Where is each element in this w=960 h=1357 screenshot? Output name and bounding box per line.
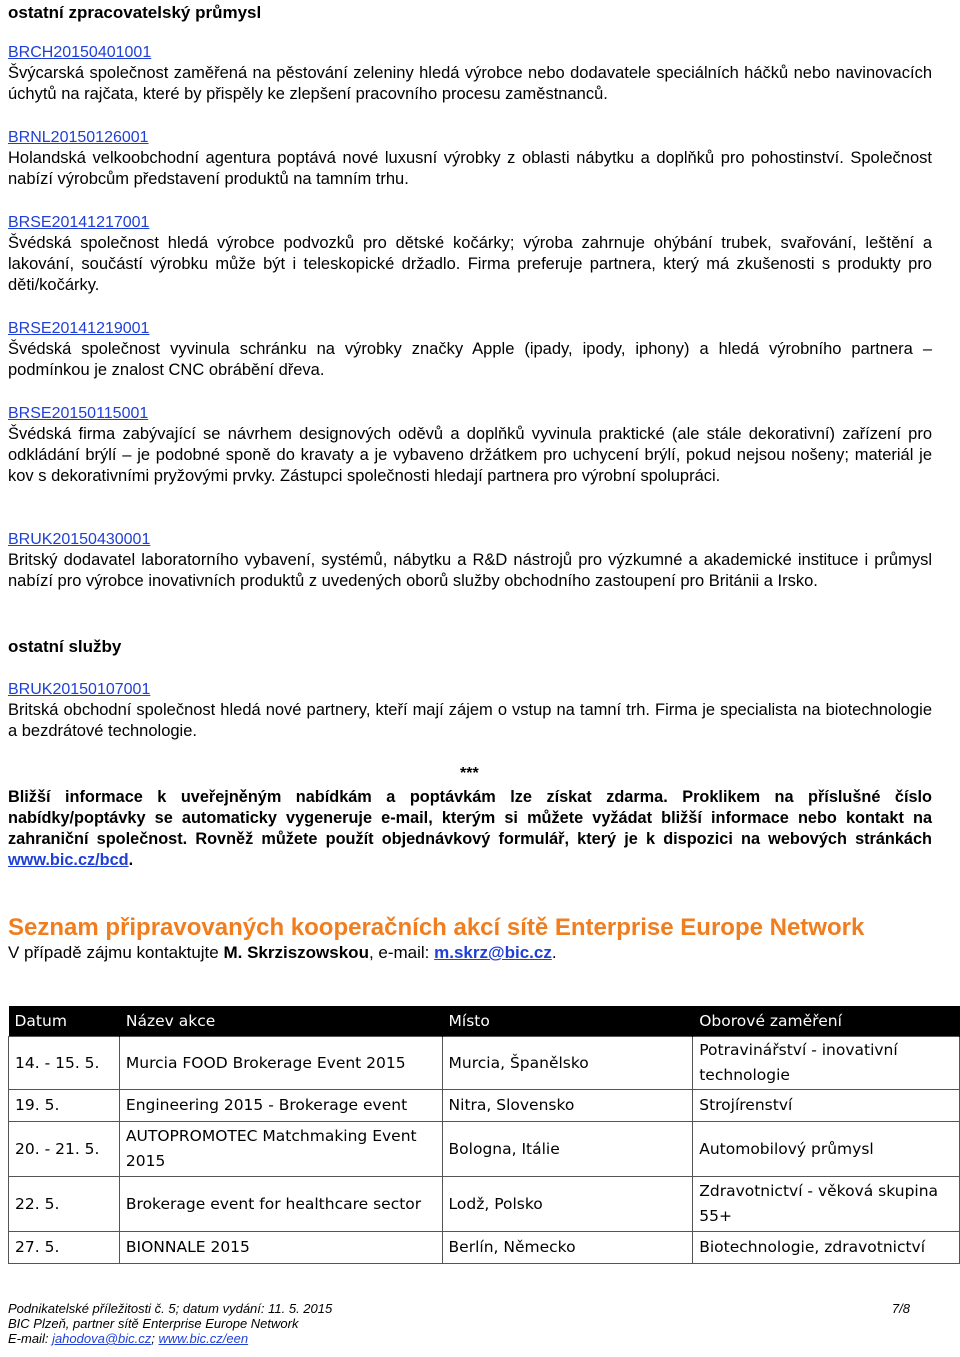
cell-name: AUTOPROMOTEC Matchmaking Event 2015 bbox=[119, 1122, 442, 1177]
cell-field: Potravinářství - inovativní technologie bbox=[693, 1037, 960, 1090]
cell-date: 27. 5. bbox=[9, 1232, 120, 1264]
events-table bbox=[8, 1006, 960, 1264]
section-title-manufacturing: ostatní zpracovatelský průmysl bbox=[8, 3, 262, 22]
cell-field: Biotechnologie, zdravotnictví bbox=[693, 1232, 960, 1264]
cell-date: 22. 5. bbox=[9, 1177, 120, 1232]
footer-email-label: E-mail: bbox=[8, 1331, 53, 1346]
footer-web-link[interactable]: www.bic.cz/een bbox=[158, 1331, 249, 1346]
info-paragraph bbox=[8, 787, 932, 871]
cell-name: Engineering 2015 - Brokerage event bbox=[119, 1090, 442, 1122]
info-text: Bližší informace k uveřejněným nabídkám a poptávkám lze získat zdarma. Proklikem na příslušné číslo nabídky/poptávky se automaticky vygeneruje e-mail, kterým si můžete vyžádat bližší informace nebo kontakt na zahraniční společnost. Rovněž můžete použít objednávkový formulář, který je k dispozici na webových stránkách bbox=[8, 788, 932, 848]
offer-description: Britský dodavatel laboratorního vybavení, systémů, nábytku a R&D nástrojů pro výzkumné a akademické instituce i průmysl nabízí pro výrobce inovativních produktů z uvedených oborů služby obchodního zastoupení pro Británii a Irsko. bbox=[8, 551, 932, 590]
contact-prefix: V případě zájmu kontaktujte bbox=[8, 943, 224, 962]
contact-end: . bbox=[551, 943, 557, 962]
offer-description: Švýcarská společnost zaměřená na pěstování zeleniny hledá výrobce nebo dodavatele speciálních háčků nebo navinovacích úchytů na rajčata, které by přispěly ke zlepšení pracovního procesu zaměstnanců. bbox=[8, 64, 932, 103]
offer-item bbox=[8, 403, 932, 487]
footer-partner: BIC Plzeň, partner sítě Enterprise Europe Network bbox=[8, 1316, 299, 1331]
table-row bbox=[9, 1122, 960, 1177]
offer-description: Švédská společnost hledá výrobce podvozků pro dětské kočárky; výroba zahrnuje ohýbání trubek, svařování, leštění a lakování, součástí výrobku může být i teleskopické držadlo. Firma preferuje partnera, který má zkušenosti s produkty pro děti/kočárky. bbox=[8, 234, 932, 294]
events-heading: Seznam připravovaných kooperačních akcí sítě Enterprise Europe Network bbox=[8, 914, 865, 941]
offer-item bbox=[8, 529, 932, 592]
table-row bbox=[9, 1177, 960, 1232]
contact-mid: , e-mail: bbox=[368, 943, 435, 962]
cell-place: Lodž, Polsko bbox=[442, 1177, 693, 1232]
table-row bbox=[9, 1232, 960, 1264]
cell-name: BIONNALE 2015 bbox=[119, 1232, 442, 1264]
cell-place: Berlín, Německo bbox=[442, 1232, 693, 1264]
offer-code-link[interactable]: BRUK20150430001 bbox=[8, 531, 151, 548]
cell-place: Murcia, Španělsko bbox=[442, 1037, 693, 1090]
cell-place: Bologna, Itálie bbox=[442, 1122, 693, 1177]
offer-item bbox=[8, 42, 932, 105]
offer-code-link[interactable]: BRUK20150107001 bbox=[8, 681, 151, 698]
offer-item bbox=[8, 679, 932, 742]
cell-place: Nitra, Slovensko bbox=[442, 1090, 693, 1122]
footer-separator: ; bbox=[151, 1331, 159, 1346]
cell-field: Zdravotnictví - věková skupina 55+ bbox=[693, 1177, 960, 1232]
column-header-place: Místo bbox=[442, 1006, 693, 1037]
offer-description: Holandská velkoobchodní agentura poptává nové luxusní výrobky z oblasti nábytku a doplňků pro pohostinství. Společnost nabízí výrobcům představení produktů na tamním trhu. bbox=[8, 149, 932, 188]
column-header-field: Oborové zaměření bbox=[693, 1006, 960, 1037]
offer-description: Britská obchodní společnost hledá nové partnery, kteří mají zájem o vstup na tamní trh. Firma je specialista na biotechnologie a bezdrátové technologie. bbox=[8, 701, 932, 740]
cell-field: Automobilový průmysl bbox=[693, 1122, 960, 1177]
offer-item bbox=[8, 318, 932, 381]
page-footer bbox=[8, 1301, 910, 1346]
offer-item bbox=[8, 127, 932, 190]
page-number: 7/8 bbox=[891, 1301, 910, 1316]
offer-code-link[interactable]: BRSE20141217001 bbox=[8, 214, 150, 231]
column-header-name: Název akce bbox=[119, 1006, 442, 1037]
table-row bbox=[9, 1037, 960, 1090]
section-title-services: ostatní služby bbox=[8, 637, 122, 656]
offer-code-link[interactable]: BRSE20141219001 bbox=[8, 320, 150, 337]
cell-name: Brokerage event for healthcare sector bbox=[119, 1177, 442, 1232]
contact-line bbox=[8, 942, 557, 964]
cell-name: Murcia FOOD Brokerage Event 2015 bbox=[119, 1037, 442, 1090]
offer-description: Švédská společnost vyvinula schránku na výrobky značky Apple (ipady, ipody, iphony) a hledá výrobního partnera – podmínkou je znalost CNC obrábění dřeva. bbox=[8, 340, 932, 379]
table-row bbox=[9, 1090, 960, 1122]
offer-code-link[interactable]: BRNL20150126001 bbox=[8, 129, 149, 146]
contact-name: M. Skrziszowskou bbox=[223, 943, 369, 962]
cell-date: 19. 5. bbox=[9, 1090, 120, 1122]
contact-email-link[interactable]: m.skrz@bic.cz bbox=[434, 943, 552, 962]
cell-field: Strojírenství bbox=[693, 1090, 960, 1122]
cell-date: 20. - 21. 5. bbox=[9, 1122, 120, 1177]
footer-email-link[interactable]: jahodova@bic.cz bbox=[52, 1331, 152, 1346]
cell-date: 14. - 15. 5. bbox=[9, 1037, 120, 1090]
column-header-date: Datum bbox=[9, 1006, 120, 1037]
offer-item bbox=[8, 212, 932, 296]
separator-stars: *** bbox=[460, 765, 479, 782]
footer-issue-info: Podnikatelské příležitosti č. 5; datum vydání: 11. 5. 2015 bbox=[8, 1301, 333, 1316]
info-end: . bbox=[128, 851, 134, 869]
bcd-link[interactable]: www.bic.cz/bcd bbox=[8, 851, 129, 869]
offer-code-link[interactable]: BRSE20150115001 bbox=[8, 405, 149, 422]
table-header-row bbox=[9, 1006, 960, 1037]
offer-code-link[interactable]: BRCH20150401001 bbox=[8, 44, 152, 61]
offer-description: Švédská firma zabývající se návrhem designových oděvů a doplňků vyvinula praktické (ale stále dekorativní) zařízení pro odkládání brýlí – je podobné sponě do kravaty a je vybaveno držátkem pro uchycení brýlí, pokud nejsou nošeny; materiál je kov s dekorativními pryžovými prvky. Zástupci společnosti hledají partnera pro výrobní spolupráci. bbox=[8, 425, 932, 485]
footer-contacts bbox=[8, 1331, 910, 1346]
